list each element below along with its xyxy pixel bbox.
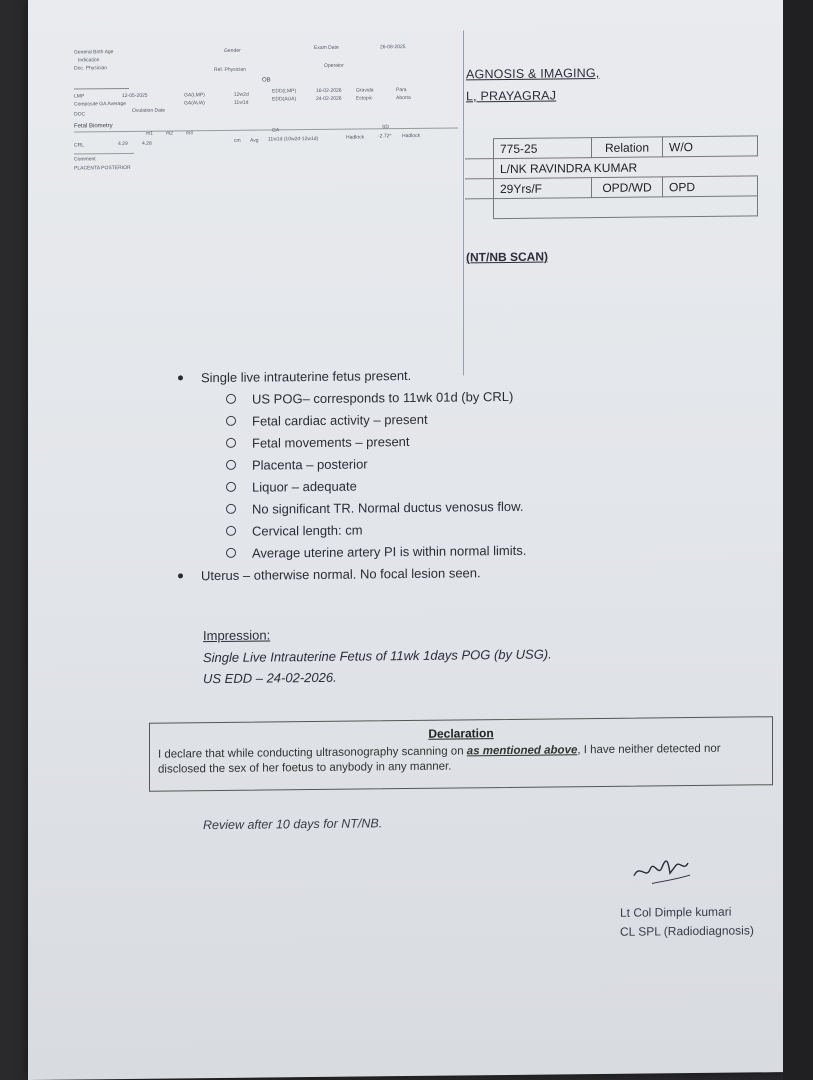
signature-scribble <box>632 855 692 886</box>
declaration-box <box>149 716 773 792</box>
opd-value: OPD <box>663 176 758 197</box>
slip-divider <box>463 30 464 375</box>
slip-para: Para <box>396 87 407 94</box>
slip-edd-lmp-label: EDD(LMP) <box>272 88 297 95</box>
slip-exam-date: 26-08-2025 <box>380 44 406 51</box>
finding-sub: US POG– corresponds to 11wk 01d (by CRL) <box>178 385 526 411</box>
circle-bullet-icon <box>226 460 236 470</box>
report-page <box>28 0 788 1080</box>
impression-line-2: US EDD – 24-02-2026. <box>203 669 337 687</box>
finding-main-2: Uterus – otherwise normal. No focal lesion seen. <box>178 561 526 587</box>
slip-edd-aua: 24-02-2026 <box>316 95 342 102</box>
signatory-title: CL SPL (Radiodiagnosis) <box>620 923 754 939</box>
slip-fetal-biometry: Fetal Biometry <box>74 123 113 130</box>
slip-ga-aua-label: GA(AUA) <box>184 100 205 107</box>
slip-exam-date-label: Exam Date <box>314 44 339 52</box>
signatory-name: Lt Col Dimple kumari <box>620 904 732 920</box>
circle-bullet-icon <box>226 416 236 426</box>
impression <box>203 625 552 690</box>
letterhead-line-1: AGNOSIS & IMAGING, <box>466 66 600 82</box>
finding-sub: No significant TR. Normal ductus venosus flow. <box>178 495 526 521</box>
slip-col-m2: m2 <box>166 130 173 137</box>
slip-edd-aua-label: EDD(AUA) <box>272 96 297 103</box>
slip-ovulation: Ovulation Date <box>132 107 166 114</box>
bullet-icon <box>178 375 183 380</box>
slip-crl-ga: 11w1d (10w2d-12w1d) <box>268 135 319 143</box>
impression-line-1: Single Live Intrauterine Fetus of 11wk 1days POG (by USG). <box>203 646 552 666</box>
slip-ref-physician: Ref. Physician <box>214 66 246 74</box>
bullet-icon <box>178 573 183 578</box>
slip-comment: PLACENTA POSTERIOR <box>74 164 131 172</box>
scan-title: (NT/NB SCAN) <box>466 249 548 265</box>
impression-title: Impression: <box>203 627 271 644</box>
slip-doc-physician: Doc. Physician <box>74 65 108 72</box>
slip-edd-lmp: 16-02-2026 <box>316 87 342 94</box>
circle-bullet-icon <box>226 548 236 558</box>
slip-comment-label: Comment <box>74 156 96 163</box>
slip-operator: Operator <box>324 62 344 69</box>
ultrasound-printout <box>74 37 462 381</box>
slip-composite: Composite GA Average <box>74 100 126 108</box>
slip-col-m3: m3 <box>186 130 193 137</box>
slip-crl-m1: 4.29 <box>118 140 128 148</box>
relation-value: W/O <box>663 136 758 157</box>
slip-gravida: Gravida <box>356 87 374 94</box>
patient-age-sex: 29Yrs/F <box>494 178 592 199</box>
slip-crl-hadlock2: Hadlock <box>402 132 421 140</box>
finding-sub: Fetal cardiac activity – present <box>178 407 526 433</box>
finding-sub: Average uterine artery PI is within normal limits. <box>178 539 526 565</box>
slip-gender: Gender <box>224 47 241 54</box>
slip-birth-age: General Birth Age <box>74 49 114 56</box>
patient-name: L/NK RAVINDRA KUMAR <box>494 156 758 179</box>
slip-crl-hadlock: Hadlock <box>346 134 365 141</box>
circle-bullet-icon <box>226 482 236 492</box>
slip-crl-label: CRL <box>74 142 85 149</box>
review-note: Review after 10 days for NT/NB. <box>203 816 383 833</box>
finding-sub: Liquor – adequate <box>178 473 526 499</box>
slip-col-ga: GA <box>272 127 280 134</box>
slip-crl-sd: -2.72* <box>378 133 392 140</box>
slip-lmp-label: LMP <box>74 93 85 100</box>
slip-crl-m2: 4.28 <box>142 140 152 147</box>
slip-ga-aua: 11w1d <box>234 99 249 106</box>
finding-sub: Fetal movements – present <box>178 429 526 455</box>
finding-main-1: Single live intrauterine fetus present. <box>178 363 526 389</box>
declaration-text: I declare that while conducting ultrasonography scanning on as mentioned above, I have neither detected nor disclosed the sex of her foetus to anybody in any manner. <box>158 742 721 776</box>
slip-col-sd: SD <box>382 124 389 131</box>
circle-bullet-icon <box>226 526 236 536</box>
slip-ga-lmp-label: GA(LMP) <box>184 92 205 99</box>
opd-label: OPD/WD <box>592 177 663 198</box>
slip-ob: OB <box>262 77 271 84</box>
signatory <box>620 902 754 941</box>
slip-col-m1: m1 <box>146 130 153 137</box>
findings-list <box>178 363 526 587</box>
relation-label: Relation <box>592 137 663 158</box>
circle-bullet-icon <box>226 394 236 404</box>
slip-indication: Indication <box>78 57 100 64</box>
patient-id: 775-25 <box>494 138 592 159</box>
finding-sub: Placenta – posterior <box>178 451 526 477</box>
declaration-title: Declaration <box>428 726 494 741</box>
slip-ga-lmp: 12w2d <box>234 91 249 98</box>
slip-crl-unit: cm <box>234 137 241 144</box>
slip-ectopic: Ectopic <box>356 95 373 102</box>
slip-crl-avg: Avg <box>250 137 259 144</box>
slip-lmp: 12-05-2025 <box>122 92 148 100</box>
circle-bullet-icon <box>226 438 236 448</box>
slip-doc: DOC <box>74 111 86 118</box>
background-edge <box>783 0 813 1080</box>
circle-bullet-icon <box>226 504 236 514</box>
finding-sub: Cervical length: cm <box>178 517 526 543</box>
slip-aborta: Aborta <box>396 94 411 102</box>
patient-table <box>465 135 758 219</box>
letterhead-line-2: L, PRAYAGRAJ <box>466 88 557 104</box>
